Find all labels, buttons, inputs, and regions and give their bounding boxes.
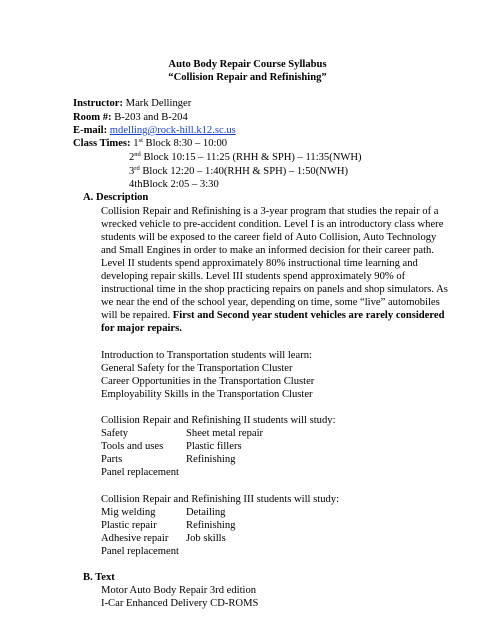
level2-heading: Collision Repair and Refinishing II students will study:: [101, 415, 336, 426]
description-line: and Small Engines in order to make an informed decision for their career path.: [101, 245, 434, 256]
block-2-time: Block 10:15 – 11:25 (RHH & SPH) – 11:35(NWH): [140, 152, 362, 163]
level3-item: Mig welding: [101, 507, 156, 518]
description-line: Collision Repair and Refinishing is a 3-year program that studies the repair of a: [101, 206, 439, 217]
level3-item: Refinishing: [186, 520, 236, 531]
level2-item: Safety: [101, 428, 129, 439]
level3-heading: Collision Repair and Refinishing III students will study:: [101, 494, 340, 505]
level3-item: Job skills: [186, 533, 226, 544]
block-1-sup: st: [138, 137, 143, 144]
class-times-line-2: [129, 151, 362, 164]
level2-item: Plastic fillers: [186, 441, 242, 452]
level2-item: Sheet metal repair: [186, 428, 264, 439]
text-item: Motor Auto Body Repair 3rd edition: [101, 585, 257, 596]
block-3-time: Block 12:20 – 1:40(RHH & SPH) – 1:50(NWH): [139, 166, 349, 177]
class-times-line-3: [129, 165, 348, 178]
section-b-heading: B. Text: [83, 572, 115, 583]
class-times-line-4: [129, 178, 219, 191]
level3-item: Panel replacement: [101, 546, 179, 557]
level2-item: Refinishing: [186, 454, 236, 465]
level3-item: Plastic repair: [101, 520, 157, 531]
description-line: developing repair skills. Level III students spend approximately 90% of: [101, 271, 406, 282]
room-label: Room #:: [73, 112, 112, 123]
section-a-heading: A. Description: [83, 192, 149, 203]
intro-item: Employability Skills in the Transportation Cluster: [101, 389, 313, 400]
block-2-num: 2: [129, 152, 135, 163]
description-line: students will be exposed to the career field of Auto Collision, Auto Technology: [101, 232, 437, 243]
level3-item: Detailing: [186, 507, 226, 518]
description-bold-continuation: for major repairs.: [101, 323, 182, 334]
description-line: we near the end of the school year, depending on time, some “live” automobiles: [101, 297, 440, 308]
instructor-label: Instructor:: [73, 98, 124, 109]
document-subtitle: “Collision Repair and Refinishing”: [168, 72, 327, 83]
description-bold-note: First and Second year student vehicles are rarely considered: [172, 310, 445, 321]
email-label: E-mail:: [73, 125, 108, 136]
room-value: B-203 and B-204: [111, 112, 188, 123]
description-plain-text: will be repaired.: [101, 310, 173, 321]
description-line: instructional time in the shop practicing repairs on panels and shop simulators. As: [101, 284, 448, 295]
description-line-final: [101, 309, 444, 322]
intro-heading: Introduction to Transportation students will learn:: [101, 350, 312, 361]
level2-item: Parts: [101, 454, 123, 465]
instructor-line: [73, 97, 191, 110]
instructor-value: Mark Dellinger: [123, 98, 192, 109]
level2-item: Panel replacement: [101, 467, 179, 478]
block-3-sup: rd: [134, 165, 140, 172]
block-3-num: 3: [129, 166, 135, 177]
class-times-line-1: [73, 137, 227, 150]
block-4-time: 4thBlock 2:05 – 3:30: [129, 179, 219, 190]
intro-item: Career Opportunities in the Transportation Cluster: [101, 376, 315, 387]
block-1-num: 1: [130, 138, 139, 149]
description-line: Level II students spend approximately 80% instructional time learning and: [101, 258, 418, 269]
block-1-time: Block 8:30 – 10:00: [142, 138, 228, 149]
level3-item: Adhesive repair: [101, 533, 169, 544]
intro-item: General Safety for the Transportation Cluster: [101, 363, 293, 374]
email-line: [73, 124, 236, 137]
class-times-label: Class Times:: [73, 138, 131, 149]
document-title: Auto Body Repair Course Syllabus: [168, 59, 327, 70]
text-item: I-Car Enhanced Delivery CD-ROMS: [101, 598, 259, 609]
room-line: [73, 111, 188, 124]
block-2-sup: nd: [134, 151, 141, 158]
email-link[interactable]: mdelling@rock-hill.k12.sc.us: [109, 125, 236, 136]
level2-item: Tools and uses: [101, 441, 164, 452]
description-line: wrecked vehicle to pre-accident condition. Level I is an introductory class where: [101, 219, 444, 230]
